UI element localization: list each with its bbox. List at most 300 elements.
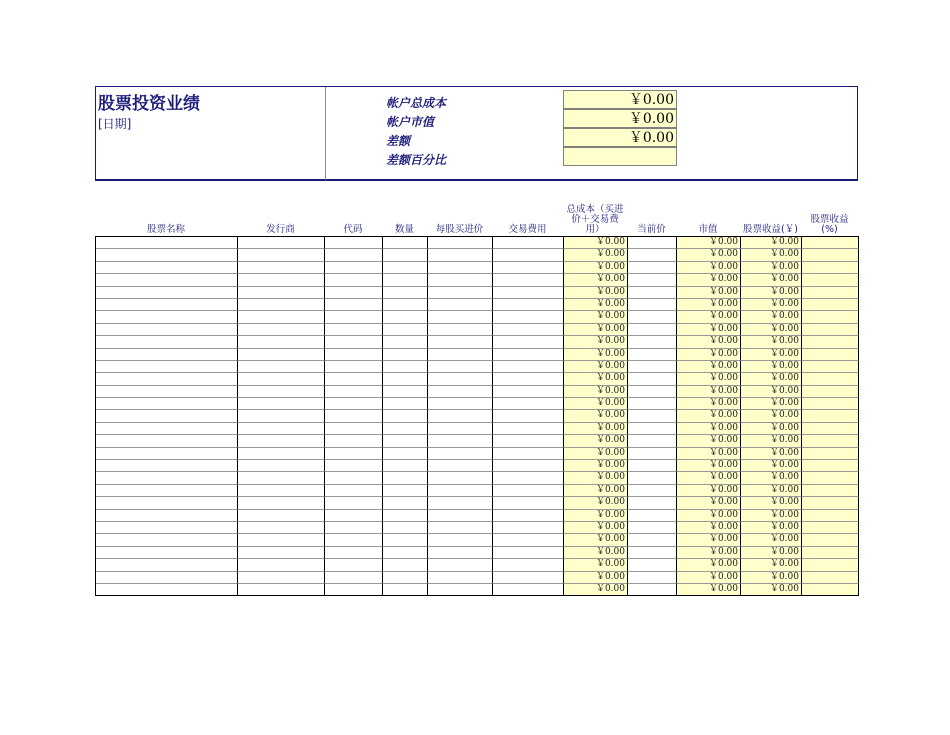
cell-gain-amount[interactable]: ￥0.00	[741, 398, 802, 410]
cell-total-cost[interactable]: ￥0.00	[564, 547, 628, 559]
cell-gain-percent[interactable]	[802, 361, 859, 373]
cell-fee[interactable]	[493, 534, 564, 546]
cell-market-value[interactable]: ￥0.00	[677, 287, 741, 299]
cell-current-price[interactable]	[628, 559, 677, 571]
cell-buy-price[interactable]	[428, 287, 493, 299]
cell-market-value[interactable]: ￥0.00	[677, 336, 741, 348]
cell-code[interactable]	[325, 448, 383, 460]
cell-fee[interactable]	[493, 287, 564, 299]
cell-market-value[interactable]: ￥0.00	[677, 410, 741, 422]
cell-code[interactable]	[325, 249, 383, 261]
cell-current-price[interactable]	[628, 448, 677, 460]
cell-current-price[interactable]	[628, 287, 677, 299]
cell-current-price[interactable]	[628, 262, 677, 274]
cell-market-value[interactable]: ￥0.00	[677, 373, 741, 385]
cell-code[interactable]	[325, 510, 383, 522]
cell-gain-percent[interactable]	[802, 237, 859, 249]
cell-issuer[interactable]	[238, 572, 325, 584]
cell-gain-percent[interactable]	[802, 262, 859, 274]
cell-gain-amount[interactable]: ￥0.00	[741, 287, 802, 299]
cell-buy-price[interactable]	[428, 324, 493, 336]
cell-gain-amount[interactable]: ￥0.00	[741, 534, 802, 546]
cell-gain-percent[interactable]	[802, 311, 859, 323]
cell-market-value[interactable]: ￥0.00	[677, 435, 741, 447]
cell-gain-percent[interactable]	[802, 287, 859, 299]
cell-buy-price[interactable]	[428, 373, 493, 385]
cell-current-price[interactable]	[628, 410, 677, 422]
cell-market-value[interactable]: ￥0.00	[677, 349, 741, 361]
cell-gain-amount[interactable]: ￥0.00	[741, 361, 802, 373]
cell-stock-name[interactable]	[96, 349, 238, 361]
cell-issuer[interactable]	[238, 311, 325, 323]
cell-total-cost[interactable]: ￥0.00	[564, 349, 628, 361]
difference-percent-value[interactable]	[563, 147, 677, 166]
cell-total-cost[interactable]: ￥0.00	[564, 497, 628, 509]
cell-quantity[interactable]	[383, 559, 428, 571]
market-value-value[interactable]: ￥0.00	[563, 109, 677, 128]
cell-gain-amount[interactable]: ￥0.00	[741, 324, 802, 336]
cell-fee[interactable]	[493, 299, 564, 311]
cell-code[interactable]	[325, 472, 383, 484]
cell-buy-price[interactable]	[428, 522, 493, 534]
cell-market-value[interactable]: ￥0.00	[677, 324, 741, 336]
cell-total-cost[interactable]: ￥0.00	[564, 386, 628, 398]
cell-fee[interactable]	[493, 361, 564, 373]
cell-current-price[interactable]	[628, 349, 677, 361]
cell-quantity[interactable]	[383, 435, 428, 447]
cell-issuer[interactable]	[238, 398, 325, 410]
cell-total-cost[interactable]: ￥0.00	[564, 262, 628, 274]
cell-gain-percent[interactable]	[802, 324, 859, 336]
cell-gain-percent[interactable]	[802, 435, 859, 447]
cell-total-cost[interactable]: ￥0.00	[564, 299, 628, 311]
cell-gain-percent[interactable]	[802, 522, 859, 534]
cell-fee[interactable]	[493, 311, 564, 323]
cell-gain-percent[interactable]	[802, 448, 859, 460]
cell-gain-percent[interactable]	[802, 559, 859, 571]
cell-buy-price[interactable]	[428, 423, 493, 435]
cell-total-cost[interactable]: ￥0.00	[564, 435, 628, 447]
cell-total-cost[interactable]: ￥0.00	[564, 410, 628, 422]
cell-stock-name[interactable]	[96, 472, 238, 484]
cell-buy-price[interactable]	[428, 485, 493, 497]
cell-code[interactable]	[325, 237, 383, 249]
cell-gain-percent[interactable]	[802, 299, 859, 311]
cell-market-value[interactable]: ￥0.00	[677, 299, 741, 311]
cell-buy-price[interactable]	[428, 237, 493, 249]
cell-quantity[interactable]	[383, 386, 428, 398]
cell-current-price[interactable]	[628, 423, 677, 435]
cell-total-cost[interactable]: ￥0.00	[564, 559, 628, 571]
cell-buy-price[interactable]	[428, 584, 493, 596]
cell-fee[interactable]	[493, 435, 564, 447]
cell-code[interactable]	[325, 584, 383, 596]
cell-buy-price[interactable]	[428, 398, 493, 410]
cell-stock-name[interactable]	[96, 435, 238, 447]
cell-fee[interactable]	[493, 547, 564, 559]
cell-issuer[interactable]	[238, 448, 325, 460]
cell-stock-name[interactable]	[96, 423, 238, 435]
cell-market-value[interactable]: ￥0.00	[677, 237, 741, 249]
cell-current-price[interactable]	[628, 435, 677, 447]
cell-gain-percent[interactable]	[802, 497, 859, 509]
cell-gain-percent[interactable]	[802, 373, 859, 385]
cell-market-value[interactable]: ￥0.00	[677, 274, 741, 286]
cell-current-price[interactable]	[628, 311, 677, 323]
cell-market-value[interactable]: ￥0.00	[677, 547, 741, 559]
difference-value[interactable]: ￥0.00	[563, 128, 677, 147]
cell-buy-price[interactable]	[428, 510, 493, 522]
cell-issuer[interactable]	[238, 497, 325, 509]
cell-stock-name[interactable]	[96, 510, 238, 522]
cell-issuer[interactable]	[238, 547, 325, 559]
cell-stock-name[interactable]	[96, 311, 238, 323]
cell-fee[interactable]	[493, 423, 564, 435]
cell-gain-amount[interactable]: ￥0.00	[741, 262, 802, 274]
cell-buy-price[interactable]	[428, 262, 493, 274]
cell-gain-amount[interactable]: ￥0.00	[741, 522, 802, 534]
cell-gain-percent[interactable]	[802, 249, 859, 261]
cell-market-value[interactable]: ￥0.00	[677, 472, 741, 484]
cell-issuer[interactable]	[238, 361, 325, 373]
cell-gain-amount[interactable]: ￥0.00	[741, 237, 802, 249]
cell-gain-amount[interactable]: ￥0.00	[741, 274, 802, 286]
cell-issuer[interactable]	[238, 534, 325, 546]
cell-fee[interactable]	[493, 559, 564, 571]
cell-gain-percent[interactable]	[802, 398, 859, 410]
cell-buy-price[interactable]	[428, 249, 493, 261]
cell-code[interactable]	[325, 435, 383, 447]
cell-current-price[interactable]	[628, 534, 677, 546]
cell-issuer[interactable]	[238, 262, 325, 274]
cell-buy-price[interactable]	[428, 311, 493, 323]
cell-gain-percent[interactable]	[802, 274, 859, 286]
cell-total-cost[interactable]: ￥0.00	[564, 287, 628, 299]
cell-gain-amount[interactable]: ￥0.00	[741, 423, 802, 435]
cell-fee[interactable]	[493, 410, 564, 422]
cell-current-price[interactable]	[628, 237, 677, 249]
cell-code[interactable]	[325, 460, 383, 472]
cell-code[interactable]	[325, 361, 383, 373]
cell-fee[interactable]	[493, 485, 564, 497]
cell-issuer[interactable]	[238, 237, 325, 249]
cell-current-price[interactable]	[628, 522, 677, 534]
cell-total-cost[interactable]: ￥0.00	[564, 336, 628, 348]
cell-stock-name[interactable]	[96, 336, 238, 348]
cell-gain-amount[interactable]: ￥0.00	[741, 336, 802, 348]
cell-stock-name[interactable]	[96, 559, 238, 571]
cell-code[interactable]	[325, 274, 383, 286]
cell-market-value[interactable]: ￥0.00	[677, 559, 741, 571]
cell-fee[interactable]	[493, 274, 564, 286]
cell-current-price[interactable]	[628, 472, 677, 484]
cell-stock-name[interactable]	[96, 274, 238, 286]
cell-gain-amount[interactable]: ￥0.00	[741, 311, 802, 323]
cell-issuer[interactable]	[238, 435, 325, 447]
cell-total-cost[interactable]: ￥0.00	[564, 373, 628, 385]
cell-issuer[interactable]	[238, 460, 325, 472]
cell-total-cost[interactable]: ￥0.00	[564, 324, 628, 336]
cell-total-cost[interactable]: ￥0.00	[564, 423, 628, 435]
cell-gain-amount[interactable]: ￥0.00	[741, 572, 802, 584]
cell-quantity[interactable]	[383, 460, 428, 472]
cell-market-value[interactable]: ￥0.00	[677, 423, 741, 435]
cell-gain-percent[interactable]	[802, 472, 859, 484]
cell-gain-amount[interactable]: ￥0.00	[741, 349, 802, 361]
cell-gain-percent[interactable]	[802, 572, 859, 584]
cell-total-cost[interactable]: ￥0.00	[564, 572, 628, 584]
cell-total-cost[interactable]: ￥0.00	[564, 510, 628, 522]
cell-current-price[interactable]	[628, 336, 677, 348]
cell-quantity[interactable]	[383, 534, 428, 546]
cell-gain-percent[interactable]	[802, 485, 859, 497]
cell-buy-price[interactable]	[428, 299, 493, 311]
cell-gain-percent[interactable]	[802, 534, 859, 546]
cell-issuer[interactable]	[238, 584, 325, 596]
cell-buy-price[interactable]	[428, 336, 493, 348]
cell-issuer[interactable]	[238, 510, 325, 522]
cell-fee[interactable]	[493, 497, 564, 509]
cell-code[interactable]	[325, 410, 383, 422]
cell-code[interactable]	[325, 572, 383, 584]
cell-market-value[interactable]: ￥0.00	[677, 386, 741, 398]
cell-buy-price[interactable]	[428, 349, 493, 361]
cell-gain-amount[interactable]: ￥0.00	[741, 547, 802, 559]
cell-gain-amount[interactable]: ￥0.00	[741, 299, 802, 311]
cell-market-value[interactable]: ￥0.00	[677, 534, 741, 546]
cell-fee[interactable]	[493, 262, 564, 274]
cell-issuer[interactable]	[238, 287, 325, 299]
cell-buy-price[interactable]	[428, 410, 493, 422]
cell-quantity[interactable]	[383, 410, 428, 422]
cell-buy-price[interactable]	[428, 547, 493, 559]
cell-buy-price[interactable]	[428, 572, 493, 584]
cell-quantity[interactable]	[383, 299, 428, 311]
cell-quantity[interactable]	[383, 584, 428, 596]
cell-gain-amount[interactable]: ￥0.00	[741, 435, 802, 447]
cell-current-price[interactable]	[628, 584, 677, 596]
cell-quantity[interactable]	[383, 423, 428, 435]
cell-market-value[interactable]: ￥0.00	[677, 249, 741, 261]
cell-code[interactable]	[325, 485, 383, 497]
cell-total-cost[interactable]: ￥0.00	[564, 448, 628, 460]
cell-fee[interactable]	[493, 398, 564, 410]
cell-issuer[interactable]	[238, 336, 325, 348]
cell-gain-amount[interactable]: ￥0.00	[741, 410, 802, 422]
cell-buy-price[interactable]	[428, 472, 493, 484]
cell-quantity[interactable]	[383, 510, 428, 522]
cell-stock-name[interactable]	[96, 287, 238, 299]
cell-stock-name[interactable]	[96, 249, 238, 261]
cell-total-cost[interactable]: ￥0.00	[564, 460, 628, 472]
cell-buy-price[interactable]	[428, 497, 493, 509]
cell-stock-name[interactable]	[96, 485, 238, 497]
cell-fee[interactable]	[493, 237, 564, 249]
cell-fee[interactable]	[493, 472, 564, 484]
cell-code[interactable]	[325, 534, 383, 546]
cell-stock-name[interactable]	[96, 299, 238, 311]
cell-market-value[interactable]: ￥0.00	[677, 497, 741, 509]
cell-quantity[interactable]	[383, 361, 428, 373]
cell-code[interactable]	[325, 497, 383, 509]
cell-stock-name[interactable]	[96, 572, 238, 584]
cell-code[interactable]	[325, 324, 383, 336]
cell-total-cost[interactable]: ￥0.00	[564, 361, 628, 373]
cell-current-price[interactable]	[628, 485, 677, 497]
cell-fee[interactable]	[493, 324, 564, 336]
cell-current-price[interactable]	[628, 373, 677, 385]
cell-gain-amount[interactable]: ￥0.00	[741, 584, 802, 596]
cell-code[interactable]	[325, 262, 383, 274]
cell-current-price[interactable]	[628, 274, 677, 286]
cell-fee[interactable]	[493, 373, 564, 385]
cell-stock-name[interactable]	[96, 361, 238, 373]
cell-quantity[interactable]	[383, 311, 428, 323]
cell-issuer[interactable]	[238, 410, 325, 422]
cell-buy-price[interactable]	[428, 448, 493, 460]
cell-quantity[interactable]	[383, 249, 428, 261]
cell-issuer[interactable]	[238, 373, 325, 385]
cell-gain-percent[interactable]	[802, 386, 859, 398]
cell-market-value[interactable]: ￥0.00	[677, 572, 741, 584]
cell-quantity[interactable]	[383, 472, 428, 484]
cell-gain-amount[interactable]: ￥0.00	[741, 460, 802, 472]
cell-market-value[interactable]: ￥0.00	[677, 485, 741, 497]
total-cost-value[interactable]: ￥0.00	[563, 90, 677, 109]
cell-market-value[interactable]: ￥0.00	[677, 361, 741, 373]
cell-market-value[interactable]: ￥0.00	[677, 522, 741, 534]
cell-current-price[interactable]	[628, 398, 677, 410]
cell-gain-percent[interactable]	[802, 336, 859, 348]
cell-total-cost[interactable]: ￥0.00	[564, 534, 628, 546]
cell-code[interactable]	[325, 547, 383, 559]
cell-gain-percent[interactable]	[802, 410, 859, 422]
cell-current-price[interactable]	[628, 324, 677, 336]
cell-issuer[interactable]	[238, 299, 325, 311]
cell-gain-amount[interactable]: ￥0.00	[741, 249, 802, 261]
cell-total-cost[interactable]: ￥0.00	[564, 274, 628, 286]
cell-buy-price[interactable]	[428, 386, 493, 398]
cell-code[interactable]	[325, 311, 383, 323]
cell-code[interactable]	[325, 386, 383, 398]
cell-gain-percent[interactable]	[802, 584, 859, 596]
cell-code[interactable]	[325, 423, 383, 435]
cell-quantity[interactable]	[383, 287, 428, 299]
cell-quantity[interactable]	[383, 373, 428, 385]
cell-gain-percent[interactable]	[802, 510, 859, 522]
cell-buy-price[interactable]	[428, 274, 493, 286]
cell-fee[interactable]	[493, 349, 564, 361]
cell-market-value[interactable]: ￥0.00	[677, 460, 741, 472]
cell-stock-name[interactable]	[96, 534, 238, 546]
cell-market-value[interactable]: ￥0.00	[677, 584, 741, 596]
cell-current-price[interactable]	[628, 299, 677, 311]
cell-code[interactable]	[325, 398, 383, 410]
cell-current-price[interactable]	[628, 249, 677, 261]
cell-gain-percent[interactable]	[802, 547, 859, 559]
cell-fee[interactable]	[493, 448, 564, 460]
cell-quantity[interactable]	[383, 262, 428, 274]
cell-market-value[interactable]: ￥0.00	[677, 510, 741, 522]
cell-quantity[interactable]	[383, 237, 428, 249]
cell-fee[interactable]	[493, 522, 564, 534]
cell-buy-price[interactable]	[428, 460, 493, 472]
cell-total-cost[interactable]: ￥0.00	[564, 398, 628, 410]
cell-issuer[interactable]	[238, 274, 325, 286]
cell-total-cost[interactable]: ￥0.00	[564, 584, 628, 596]
cell-stock-name[interactable]	[96, 497, 238, 509]
cell-current-price[interactable]	[628, 497, 677, 509]
cell-stock-name[interactable]	[96, 237, 238, 249]
cell-fee[interactable]	[493, 386, 564, 398]
cell-quantity[interactable]	[383, 547, 428, 559]
cell-stock-name[interactable]	[96, 584, 238, 596]
cell-total-cost[interactable]: ￥0.00	[564, 485, 628, 497]
cell-issuer[interactable]	[238, 423, 325, 435]
cell-issuer[interactable]	[238, 522, 325, 534]
cell-stock-name[interactable]	[96, 448, 238, 460]
cell-gain-amount[interactable]: ￥0.00	[741, 386, 802, 398]
cell-code[interactable]	[325, 349, 383, 361]
cell-gain-amount[interactable]: ￥0.00	[741, 497, 802, 509]
cell-buy-price[interactable]	[428, 559, 493, 571]
cell-current-price[interactable]	[628, 572, 677, 584]
cell-gain-amount[interactable]: ￥0.00	[741, 485, 802, 497]
cell-fee[interactable]	[493, 510, 564, 522]
cell-code[interactable]	[325, 373, 383, 385]
cell-buy-price[interactable]	[428, 435, 493, 447]
cell-current-price[interactable]	[628, 460, 677, 472]
cell-current-price[interactable]	[628, 361, 677, 373]
cell-market-value[interactable]: ￥0.00	[677, 262, 741, 274]
cell-quantity[interactable]	[383, 522, 428, 534]
cell-current-price[interactable]	[628, 386, 677, 398]
cell-quantity[interactable]	[383, 398, 428, 410]
cell-quantity[interactable]	[383, 448, 428, 460]
cell-stock-name[interactable]	[96, 262, 238, 274]
cell-stock-name[interactable]	[96, 386, 238, 398]
cell-code[interactable]	[325, 299, 383, 311]
cell-total-cost[interactable]: ￥0.00	[564, 311, 628, 323]
cell-fee[interactable]	[493, 460, 564, 472]
cell-current-price[interactable]	[628, 547, 677, 559]
cell-gain-amount[interactable]: ￥0.00	[741, 472, 802, 484]
cell-issuer[interactable]	[238, 559, 325, 571]
cell-fee[interactable]	[493, 336, 564, 348]
cell-total-cost[interactable]: ￥0.00	[564, 472, 628, 484]
cell-stock-name[interactable]	[96, 410, 238, 422]
cell-code[interactable]	[325, 287, 383, 299]
cell-gain-amount[interactable]: ￥0.00	[741, 510, 802, 522]
cell-buy-price[interactable]	[428, 361, 493, 373]
cell-gain-amount[interactable]: ￥0.00	[741, 448, 802, 460]
cell-total-cost[interactable]: ￥0.00	[564, 522, 628, 534]
cell-stock-name[interactable]	[96, 460, 238, 472]
cell-quantity[interactable]	[383, 336, 428, 348]
cell-current-price[interactable]	[628, 510, 677, 522]
cell-fee[interactable]	[493, 584, 564, 596]
cell-code[interactable]	[325, 559, 383, 571]
cell-fee[interactable]	[493, 572, 564, 584]
cell-gain-amount[interactable]: ￥0.00	[741, 559, 802, 571]
cell-stock-name[interactable]	[96, 398, 238, 410]
cell-total-cost[interactable]: ￥0.00	[564, 249, 628, 261]
cell-stock-name[interactable]	[96, 547, 238, 559]
cell-stock-name[interactable]	[96, 324, 238, 336]
cell-market-value[interactable]: ￥0.00	[677, 398, 741, 410]
cell-market-value[interactable]: ￥0.00	[677, 311, 741, 323]
cell-gain-percent[interactable]	[802, 349, 859, 361]
